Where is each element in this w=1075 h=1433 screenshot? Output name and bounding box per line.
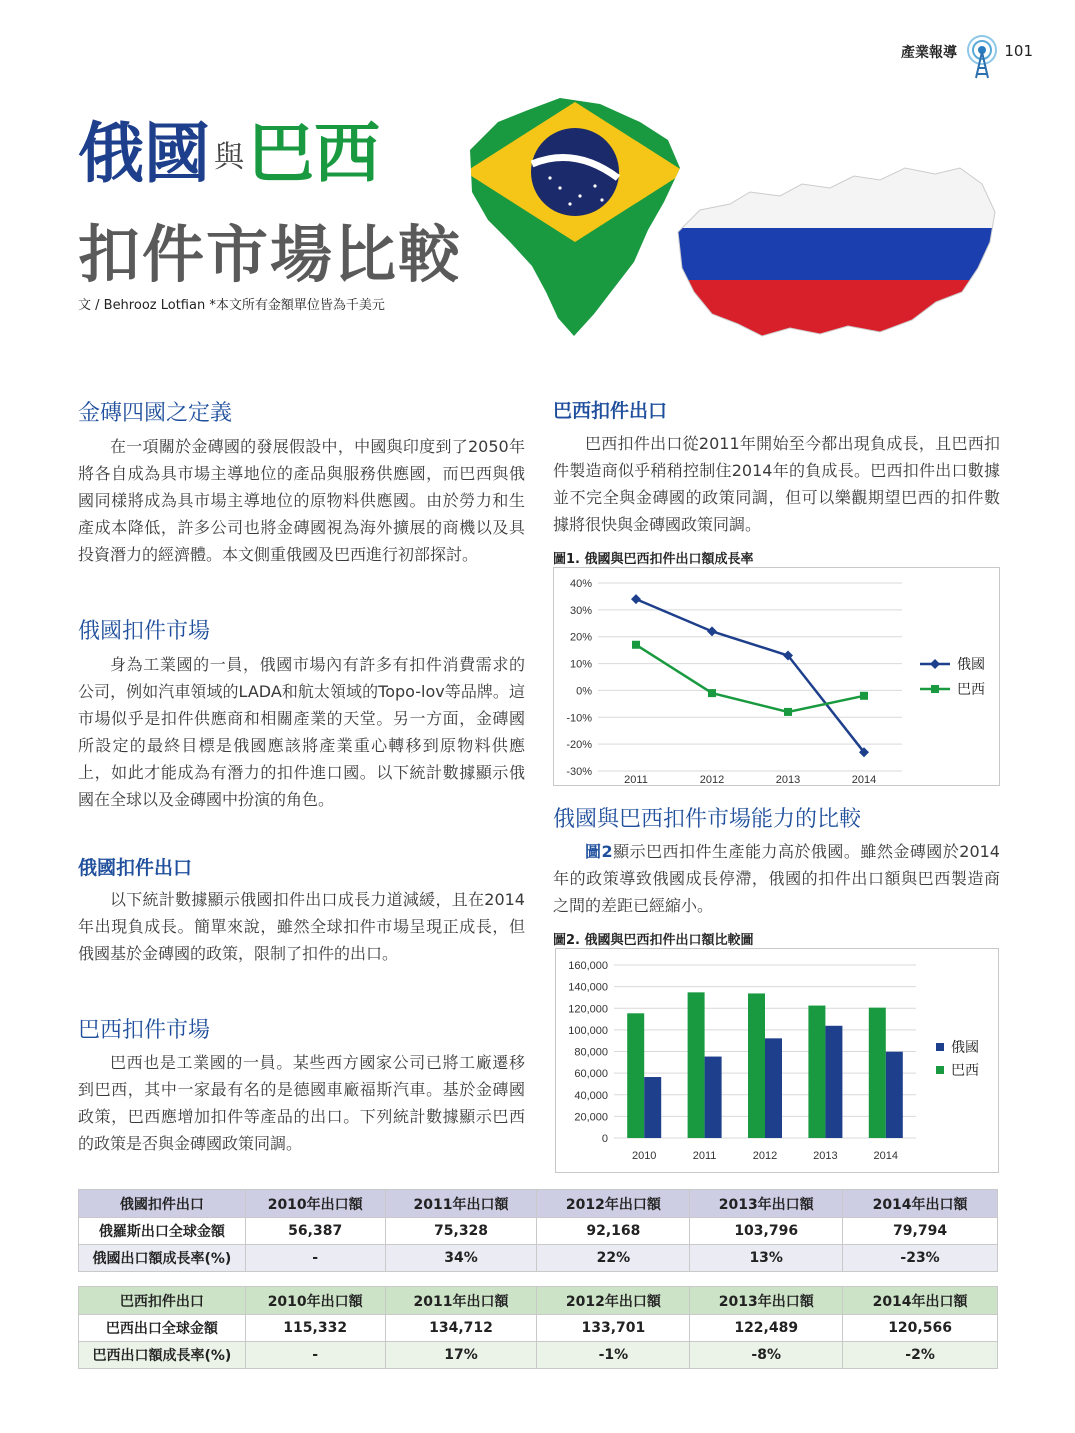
x-tick-label: 2014 (873, 1150, 899, 1162)
bar (765, 1038, 782, 1138)
brazil-table-row (79, 1342, 998, 1369)
bar (808, 1006, 825, 1138)
y-tick-label: 60,000 (574, 1068, 608, 1081)
table-cell: 34% (385, 1245, 537, 1272)
paragraph-bric: 在一項關於金磚國的發展假設中，中國與印度到了2050年將各自成為具市場主導地位的產品與服務供應國，而巴西與俄國同樣將成為具市場主導地位的原物料供應國。由於勞力和生產成本降低，許多公司也將金磚國視為海外擴展的商機以及具投資潛力的經濟體。本文側重俄國及巴西進行初部探討。 (78, 437, 525, 564)
y-tick-label: 120,000 (568, 1003, 608, 1016)
x-tick-label: 2012 (699, 774, 725, 786)
y-tick-label: -20% (566, 739, 592, 752)
data-point (708, 689, 716, 697)
table-cell: 17% (385, 1342, 537, 1369)
paragraph-brazil-market: 巴西也是工業國的一員。某些西方國家公司已將工廠遷移到巴西，其中一家最有名的是德國車廠福斯汽車。基於金磚國政策，巴西應增加扣件等產品的出口。下列統計數據顯示巴西的政策是否與金磚國政策同調。 (78, 1053, 525, 1153)
table-cell: 2013年出口額 (690, 1287, 843, 1315)
table-cell: 2011年出口額 (385, 1190, 537, 1218)
series-line (636, 599, 864, 752)
y-tick-label: 20,000 (574, 1111, 608, 1124)
russia-table-row (79, 1245, 998, 1272)
data-point (860, 692, 868, 700)
byline: 文 / Behrooz Lotfian *本文所有金額單位皆為千美元 (78, 298, 385, 313)
russia-table-row (79, 1218, 998, 1245)
section-label: 產業報導 (901, 45, 957, 61)
series-line (636, 645, 864, 712)
heading-russia-export: 俄國扣件出口 (78, 857, 193, 879)
heading-compare: 俄國與巴西扣件市場能力的比較 (553, 807, 862, 832)
y-tick-label: 0% (576, 685, 592, 698)
y-tick-label: 0 (601, 1133, 608, 1145)
bar (869, 1008, 886, 1138)
y-tick-label: 140,000 (568, 981, 608, 994)
row-label-cell: 俄國出口額成長率(%) (79, 1245, 246, 1272)
y-tick-label: -30% (566, 766, 592, 778)
paragraph-russia-export: 以下統計數據顯示俄國扣件出口成長力道減緩，且在2014年出現負成長。簡單來說，雖然全球扣件市場呈現正成長，但俄國基於金磚國的政策，限制了扣件的出口。 (78, 890, 525, 963)
table-cell: 134,712 (385, 1315, 537, 1342)
x-tick-label: 2013 (813, 1150, 838, 1162)
table-cell: 115,332 (245, 1315, 385, 1342)
x-tick-label: 2011 (624, 774, 648, 786)
bar (705, 1057, 722, 1138)
y-tick-label: 40,000 (574, 1089, 608, 1102)
brazil-table-row (79, 1315, 998, 1342)
legend-marker (936, 1043, 944, 1051)
table-cell: -23% (843, 1245, 998, 1272)
y-tick-label: 10% (569, 658, 592, 671)
y-tick-label: 160,000 (568, 960, 608, 972)
data-point (631, 594, 641, 604)
russia-flag-map (670, 162, 1010, 352)
data-point (707, 626, 717, 636)
bar (688, 992, 705, 1138)
brazil-export-table (78, 1286, 998, 1369)
table-cell: -8% (690, 1342, 843, 1369)
brazil-header-row (79, 1287, 998, 1315)
table-cell: 13% (690, 1245, 843, 1272)
table-cell: 2014年出口額 (843, 1190, 998, 1218)
legend-marker (930, 659, 940, 669)
broadcast-tower-icon (966, 34, 998, 80)
x-tick-label: 2011 (692, 1150, 717, 1162)
bar (644, 1077, 661, 1138)
table-cell: 2011年出口額 (385, 1287, 537, 1315)
table-cell: 92,168 (537, 1218, 690, 1245)
data-point (784, 708, 792, 716)
row-label-cell: 巴西出口全球金額 (79, 1315, 246, 1342)
y-tick-label: 20% (569, 631, 592, 644)
row-label-cell: 俄羅斯出口全球金額 (79, 1218, 246, 1245)
russia-export-table (78, 1189, 998, 1272)
legend-marker (936, 1066, 944, 1074)
table-cell: 2010年出口額 (245, 1287, 385, 1315)
bar (748, 993, 765, 1138)
export-value-bar-chart (555, 948, 999, 1173)
table-cell: 120,566 (843, 1315, 998, 1342)
paragraph-brazil-export: 巴西扣件出口從2011年開始至今都出現負成長，且巴西扣件製造商似乎稍稍控制住2014年的負成長。巴西扣件出口數據並不完全與金磚國的政策同調，但可以樂觀期望巴西的扣件數據將很快與金磚國政策同調。 (553, 434, 1000, 534)
figure2-reference: 圖2 (585, 842, 613, 861)
table-cell: 2014年出口額 (843, 1287, 998, 1315)
paragraph-russia-market: 身為工業國的一員，俄國市場內有許多有扣件消費需求的公司，例如汽車領域的LADA和航太領域的Topo-lov等品牌。這市場似乎是扣件供應商和相關產業的天堂。另一方面，金磚國所設定的最終目標是俄國應該將產業重心轉移到原物料供應上，如此才能成為有潛力的扣件進口國。以下統計數據顯示俄國在全球以及金磚國中扮演的角色。 (78, 655, 525, 809)
legend-label: 俄國 (957, 656, 985, 672)
heading-bric: 金磚四國之定義 (78, 401, 233, 426)
row-label-cell: 俄國扣件出口 (79, 1190, 246, 1218)
legend-label: 俄國 (951, 1039, 979, 1055)
table-cell: - (245, 1245, 385, 1272)
table-cell: 2012年出口額 (537, 1287, 690, 1315)
table-cell: 22% (537, 1245, 690, 1272)
x-tick-label: 2014 (851, 774, 877, 786)
heading-russia-market: 俄國扣件市場 (78, 619, 211, 644)
growth-rate-line-chart (553, 567, 1000, 786)
table-cell: 56,387 (245, 1218, 385, 1245)
table-cell: 75,328 (385, 1218, 537, 1245)
y-tick-label: 40% (569, 578, 592, 590)
y-tick-label: 30% (569, 604, 592, 617)
figure1-caption: 圖1. 俄國與巴西扣件出口額成長率 (553, 552, 754, 567)
title-russia: 俄國 (78, 115, 210, 192)
page-subtitle: 扣件市場比較 (78, 218, 463, 291)
bar (825, 1026, 842, 1138)
data-point (632, 641, 640, 649)
table-cell: 133,701 (537, 1315, 690, 1342)
x-tick-label: 2010 (631, 1150, 657, 1162)
x-tick-label: 2013 (775, 774, 801, 786)
table-cell: 122,489 (690, 1315, 843, 1342)
table-cell: 2013年出口額 (690, 1190, 843, 1218)
flag-maps-illustration (450, 92, 1010, 352)
page-number: 101 (1004, 42, 1033, 60)
legend-marker (931, 685, 939, 693)
table-cell: 79,794 (843, 1218, 998, 1245)
table-cell: 2010年出口額 (245, 1190, 385, 1218)
bar (886, 1052, 903, 1138)
row-label-cell: 巴西扣件出口 (79, 1287, 246, 1315)
paragraph-compare-text: 顯示巴西扣件生產能力高於俄國。雖然金磚國於2014年的政策導致俄國成長停滯，俄國的扣件出口額與巴西製造商之間的差距已經縮小。 (553, 842, 1000, 915)
page-title (78, 115, 380, 192)
russia-header-row (79, 1190, 998, 1218)
paragraph-compare (553, 838, 1000, 919)
table-cell: 103,796 (690, 1218, 843, 1245)
brazil-flag-map (450, 92, 690, 352)
table-cell: -1% (537, 1342, 690, 1369)
bar (627, 1013, 644, 1138)
figure2-caption: 圖2. 俄國與巴西扣件出口額比較圖 (553, 933, 754, 948)
table-cell: -2% (843, 1342, 998, 1369)
y-tick-label: -10% (566, 712, 592, 725)
row-label-cell: 巴西出口額成長率(%) (79, 1342, 246, 1369)
title-brazil: 巴西 (248, 115, 380, 192)
y-tick-label: 80,000 (574, 1046, 608, 1059)
table-cell: - (245, 1342, 385, 1369)
legend-label: 巴西 (957, 681, 985, 697)
title-with: 與 (214, 140, 244, 176)
y-tick-label: 100,000 (568, 1024, 608, 1037)
table-cell: 2012年出口額 (537, 1190, 690, 1218)
heading-brazil-market: 巴西扣件市場 (78, 1018, 211, 1043)
legend-label: 巴西 (951, 1062, 979, 1078)
heading-brazil-export: 巴西扣件出口 (553, 400, 668, 422)
x-tick-label: 2012 (752, 1150, 778, 1162)
